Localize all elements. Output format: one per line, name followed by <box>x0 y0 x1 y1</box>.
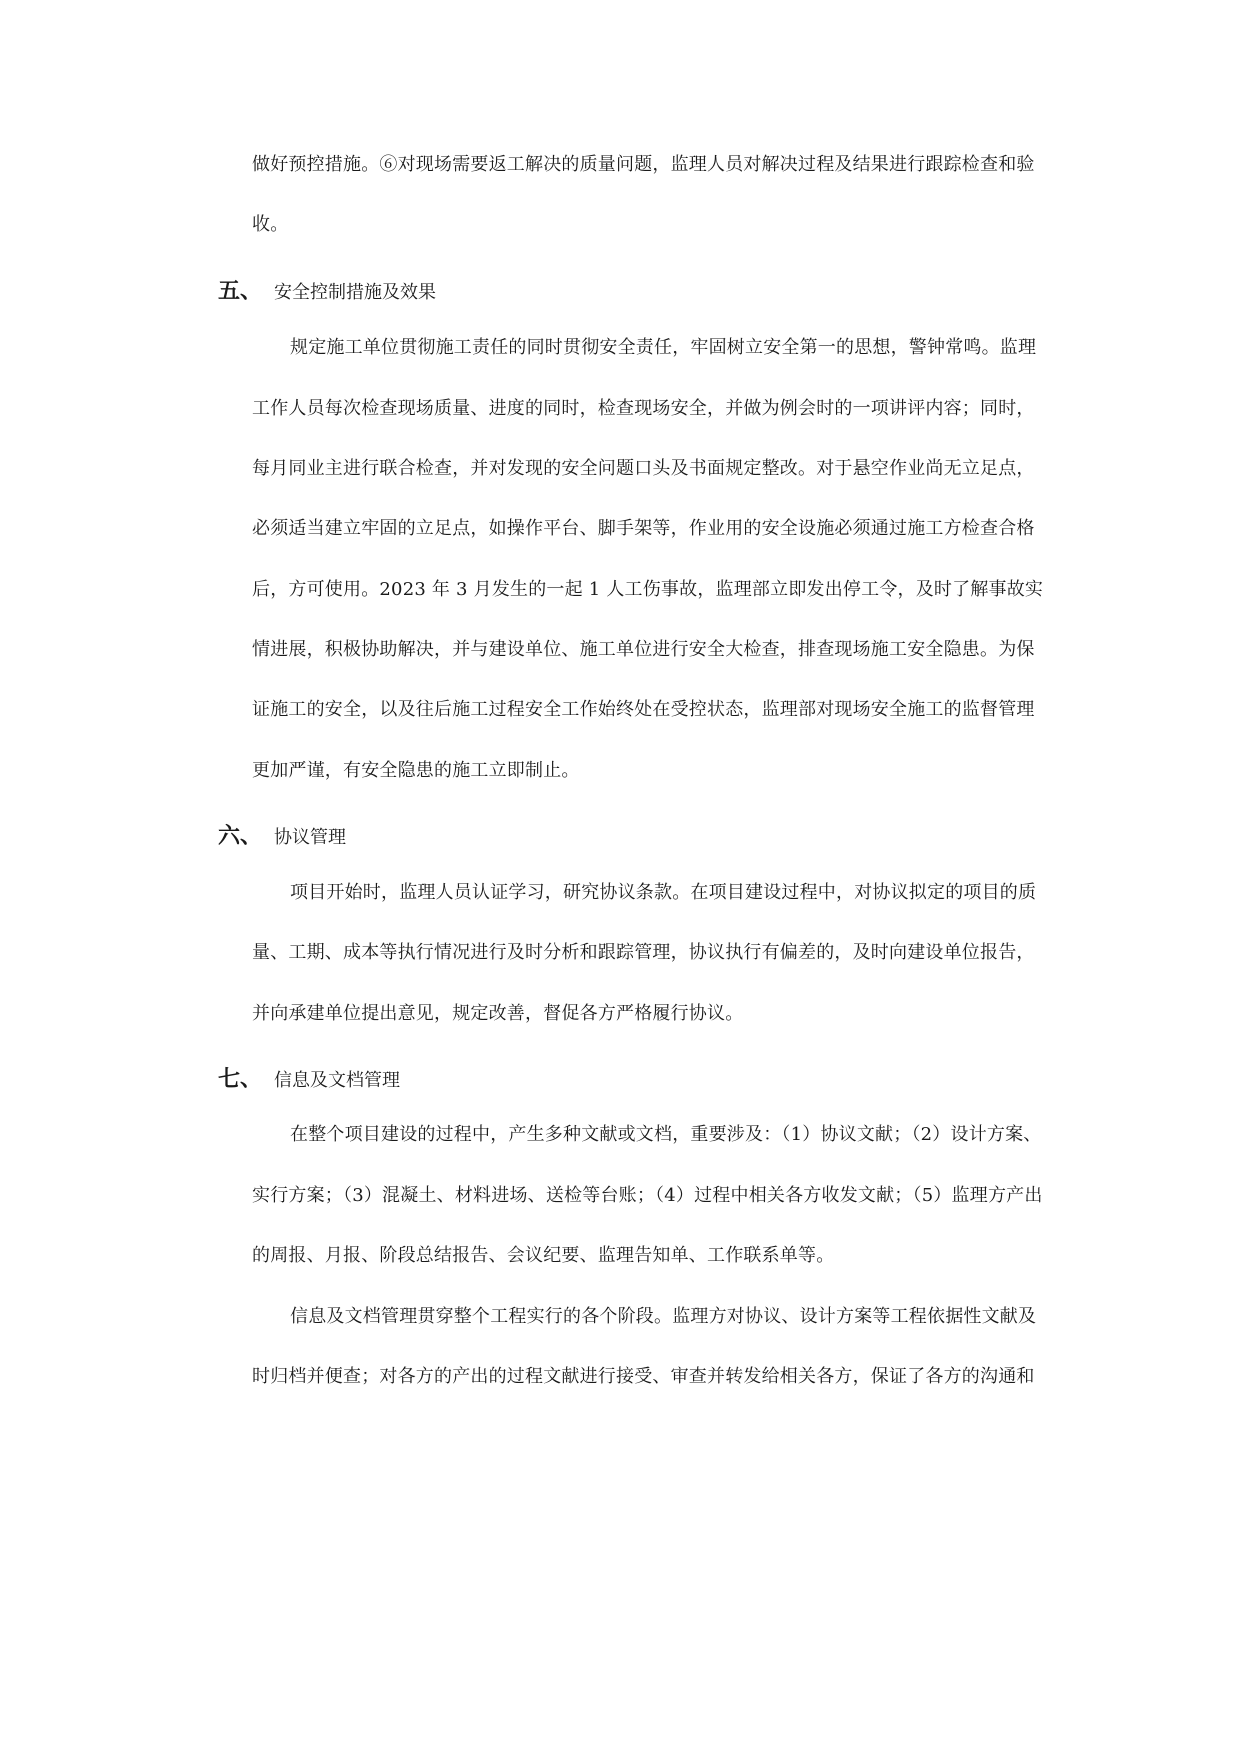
section-title: 信息及文档管理 <box>274 1070 400 1091</box>
paragraph-line: 在整个项目建设的过程中，产生多种文献或文档，重要涉及：（1）协议文献；（2）设计方案、 <box>290 1124 1042 1145</box>
section-heading-7 <box>218 1062 400 1093</box>
paragraph-line: 实行方案；（3）混凝土、材料进场、送检等台账；（4）过程中相关各方收发文献；（5）监理方产出 <box>252 1185 1043 1206</box>
paragraph-line: 项目开始时，监理人员认证学习，研究协议条款。在项目建设过程中，对协议拟定的项目的质 <box>290 882 1037 903</box>
paragraph-line: 情进展，积极协助解决，并与建设单位、施工单位进行安全大检查，排查现场施工安全隐患。为保 <box>252 639 1035 660</box>
section-title: 协议管理 <box>274 827 346 848</box>
paragraph-line: 做好预控措施。⑥对现场需要返工解决的质量问题，监理人员对解决过程及结果进行跟踪检查和验 <box>252 154 1035 175</box>
paragraph-line: 必须适当建立牢固的立足点，如操作平台、脚手架等，作业用的安全设施必须通过施工方检查合格 <box>252 518 1035 539</box>
paragraph-line: 更加严谨，有安全隐患的施工立即制止。 <box>252 760 580 781</box>
section-title: 安全控制措施及效果 <box>274 282 436 303</box>
paragraph-line: 证施工的安全，以及往后施工过程安全工作始终处在受控状态，监理部对现场安全施工的监督管理 <box>252 699 1035 720</box>
section-heading-6 <box>218 819 346 850</box>
paragraph-line: 信息及文档管理贯穿整个工程实行的各个阶段。监理方对协议、设计方案等工程依据性文献及 <box>290 1306 1037 1327</box>
section-heading-5 <box>218 274 436 305</box>
paragraph-line: 并向承建单位提出意见，规定改善，督促各方严格履行协议。 <box>252 1003 744 1024</box>
paragraph-line: 时归档并便查；对各方的产出的过程文献进行接受、审查并转发给相关各方，保证了各方的沟通和 <box>252 1366 1035 1387</box>
paragraph-line: 规定施工单位贯彻施工责任的同时贯彻安全责任，牢固树立安全第一的思想，警钟常鸣。监理 <box>290 337 1037 358</box>
paragraph-line: 后，方可使用。2023 年 3 月发生的一起 1 人工伤事故，监理部立即发出停工令，及时了解事故实 <box>252 579 1044 600</box>
paragraph-line: 的周报、月报、阶段总结报告、会议纪要、监理告知单、工作联系单等。 <box>252 1245 835 1266</box>
section-number: 六、 <box>218 824 263 849</box>
paragraph-line: 量、工期、成本等执行情况进行及时分析和跟踪管理，协议执行有偏差的，及时向建设单位报告， <box>252 942 1035 963</box>
section-number: 七、 <box>218 1067 263 1092</box>
paragraph-line: 工作人员每次检查现场质量、进度的同时，检查现场安全，并做为例会时的一项讲评内容；同时， <box>252 398 1035 419</box>
paragraph-line: 每月同业主进行联合检查，并对发现的安全问题口头及书面规定整改。对于悬空作业尚无立足点， <box>252 458 1035 479</box>
paragraph-line: 收。 <box>252 214 289 235</box>
section-number: 五、 <box>218 279 263 304</box>
